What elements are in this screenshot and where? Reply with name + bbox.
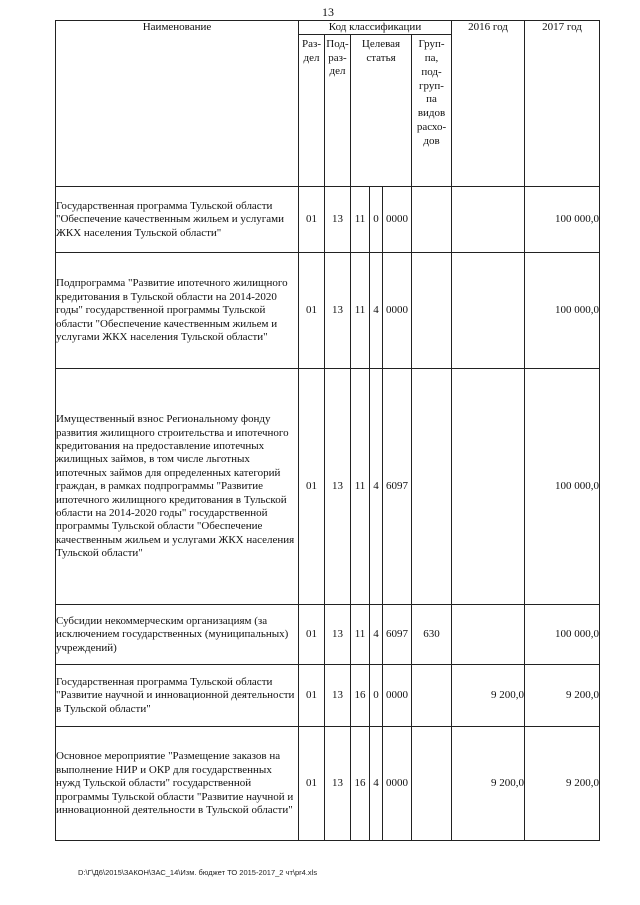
- row-subsection: 13: [325, 187, 351, 253]
- row-amount-2017: 100 000,0: [525, 253, 600, 369]
- table-row: [56, 369, 600, 605]
- row-section: 01: [299, 727, 325, 841]
- column-header-classification-code: Код классификации: [299, 21, 452, 35]
- row-target-direction: 0000: [383, 187, 412, 253]
- row-target-subprogram: 4: [370, 727, 383, 841]
- row-amount-2016: 9 200,0: [452, 727, 525, 841]
- row-amount-2016: 9 200,0: [452, 665, 525, 727]
- row-target-direction: 0000: [383, 727, 412, 841]
- row-amount-2016: [452, 369, 525, 605]
- row-name: Имущественный взнос Региональному фонду развития жилищного строительства и ипотечного кредитования на предоставление ипотечных жилищных займов, в том числе льготных ипотечных займов для определенных категорий граждан, в рамках подпрограммы "Развитие ипотечного жилищного кредитования в Тульской области на 2014-2020 годы" государственной программы Тульской области "Обеспечение качественным жильем и услугами ЖКХ населения Тульской области": [56, 369, 299, 605]
- row-expense-group: [412, 253, 452, 369]
- row-amount-2016: [452, 253, 525, 369]
- row-section: 01: [299, 369, 325, 605]
- row-name: Государственная программа Тульской области "Обеспечение качественным жильем и услугами ЖКХ населения Тульской области": [56, 187, 299, 253]
- column-header-section: Раз- дел: [299, 35, 325, 187]
- file-path-footer: D:\Г\Д6\2015\ЗАКОН\ЗАС_14\Изм. бюджет ТО 2015-2017_2 чт\pr4.xls: [78, 868, 318, 877]
- row-target-direction: 6097: [383, 369, 412, 605]
- row-target-subprogram: 0: [370, 665, 383, 727]
- row-target-program: 11: [351, 605, 370, 665]
- row-target-program: 11: [351, 369, 370, 605]
- table-row: [56, 727, 600, 841]
- row-subsection: 13: [325, 253, 351, 369]
- row-name: Государственная программа Тульской области "Развитие научной и инновационной деятельности в Тульской области": [56, 665, 299, 727]
- row-name: Подпрограмма "Развитие ипотечного жилищного кредитования в Тульской области на 2014-2020 годы" государственной программы Тульской области "Обеспечение качественным жильем и услугами ЖКХ населения Тульской области": [56, 253, 299, 369]
- row-expense-group: [412, 665, 452, 727]
- column-header-expense-group: Груп- па, под- груп- па видов расхо- дов: [412, 35, 452, 187]
- row-amount-2017: 100 000,0: [525, 369, 600, 605]
- row-target-direction: 0000: [383, 253, 412, 369]
- column-header-2017: 2017 год: [525, 21, 600, 187]
- row-subsection: 13: [325, 605, 351, 665]
- row-expense-group: 630: [412, 605, 452, 665]
- row-section: 01: [299, 605, 325, 665]
- column-header-2016: 2016 год: [452, 21, 525, 187]
- row-amount-2017: 100 000,0: [525, 605, 600, 665]
- row-target-direction: 0000: [383, 665, 412, 727]
- row-name: Основное мероприятие "Размещение заказов на выполнение НИР и ОКР для государственных нужд Тульской области" государственной программы Тульской области "Развитие научной и инновационной деятельности в Тульской области": [56, 727, 299, 841]
- row-subsection: 13: [325, 665, 351, 727]
- row-target-subprogram: 4: [370, 369, 383, 605]
- row-section: 01: [299, 665, 325, 727]
- row-expense-group: [412, 727, 452, 841]
- row-amount-2016: [452, 605, 525, 665]
- row-subsection: 13: [325, 727, 351, 841]
- row-amount-2017: 9 200,0: [525, 727, 600, 841]
- row-section: 01: [299, 187, 325, 253]
- table-row: [56, 187, 600, 253]
- row-expense-group: [412, 369, 452, 605]
- row-target-program: 11: [351, 187, 370, 253]
- row-target-subprogram: 4: [370, 253, 383, 369]
- row-amount-2016: [452, 187, 525, 253]
- page-number: 13: [322, 5, 334, 19]
- column-header-name: Наименование: [56, 21, 299, 187]
- row-name: Субсидии некоммерческим организациям (за исключением государственных (муниципальных) учреждений): [56, 605, 299, 665]
- row-amount-2017: 9 200,0: [525, 665, 600, 727]
- row-target-direction: 6097: [383, 605, 412, 665]
- row-expense-group: [412, 187, 452, 253]
- row-amount-2017: 100 000,0: [525, 187, 600, 253]
- row-target-subprogram: 0: [370, 187, 383, 253]
- table-row: [56, 605, 600, 665]
- budget-table: [55, 20, 600, 841]
- row-target-subprogram: 4: [370, 605, 383, 665]
- row-target-program: 16: [351, 727, 370, 841]
- table-row: [56, 665, 600, 727]
- column-header-target-article: Целевая статья: [351, 35, 412, 187]
- row-section: 01: [299, 253, 325, 369]
- row-target-program: 11: [351, 253, 370, 369]
- column-header-subsection: Под- раз- дел: [325, 35, 351, 187]
- table-row: [56, 253, 600, 369]
- row-target-program: 16: [351, 665, 370, 727]
- row-subsection: 13: [325, 369, 351, 605]
